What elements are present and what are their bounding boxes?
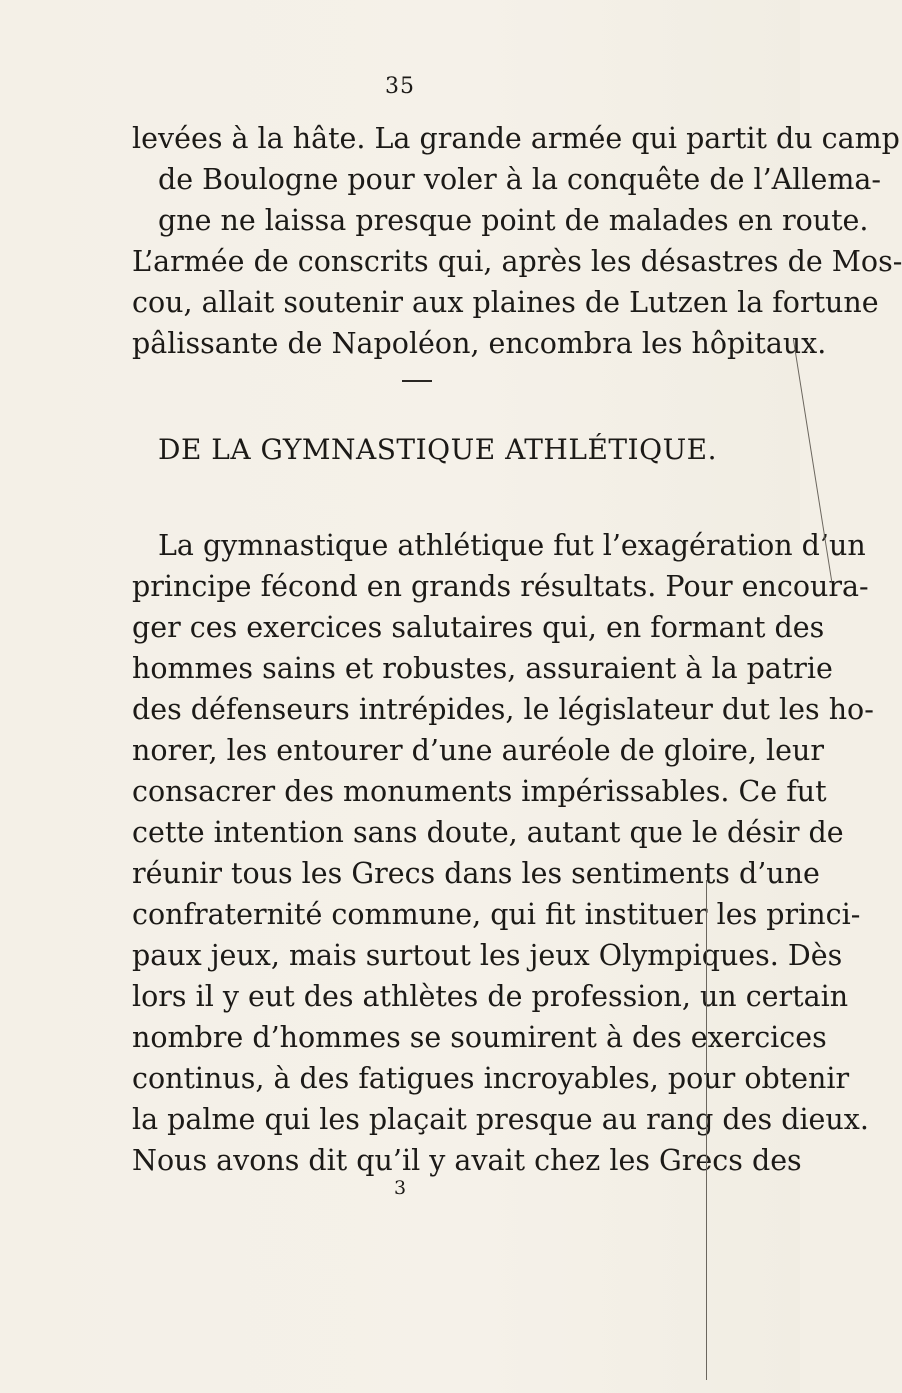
page-number: 35 <box>385 74 415 99</box>
text-line: ger ces exercices salutaires qui, en formant des <box>132 611 825 644</box>
text-line: L’armée de conscrits qui, après les désastres de Mos- <box>132 245 902 278</box>
text-line: de Boulogne pour voler à la conquête de l’Allema- <box>158 163 881 196</box>
text-line: consacrer des monuments impérissables. Ce fut <box>132 775 827 808</box>
text-line: paux jeux, mais surtout les jeux Olympiques. Dès <box>132 939 843 972</box>
text-line: gne ne laissa presque point de malades en route. <box>158 204 869 237</box>
signature-mark: 3 <box>393 1177 407 1199</box>
text-line: La gymnastique athlétique fut l’exagération d’un <box>158 529 866 562</box>
text-line: réunir tous les Grecs dans les sentiments d’une <box>132 857 820 890</box>
text-line: lors il y eut des athlètes de profession, un certain <box>132 980 849 1013</box>
paper-edge-line <box>706 880 707 1380</box>
intro-paragraph <box>132 118 902 364</box>
text-line: des défenseurs intrépides, le législateur dut les ho- <box>132 693 874 726</box>
main-paragraph <box>132 525 874 1181</box>
text-line: la palme qui les plaçait presque au rang des dieux. <box>132 1103 869 1136</box>
text-line: Nous avons dit qu’il y avait chez les Grecs des <box>132 1144 802 1177</box>
section-divider <box>402 380 432 382</box>
text-line: cou, allait soutenir aux plaines de Lutzen la fortune <box>132 286 879 319</box>
section-title: DE LA GYMNASTIQUE ATHLÉTIQUE. <box>158 433 718 466</box>
text-line: principe fécond en grands résultats. Pour encoura- <box>132 570 869 603</box>
text-line: norer, les entourer d’une auréole de gloire, leur <box>132 734 824 767</box>
text-line: cette intention sans doute, autant que le désir de <box>132 816 844 849</box>
text-line: confraternité commune, qui fit instituer les princi- <box>132 898 861 931</box>
text-line: continus, à des fatigues incroyables, pour obtenir <box>132 1062 850 1095</box>
text-line: nombre d’hommes se soumirent à des exercices <box>132 1021 827 1054</box>
text-line: levées à la hâte. La grande armée qui partit du camp <box>132 122 900 155</box>
text-line: pâlissante de Napoléon, encombra les hôpitaux. <box>132 327 827 360</box>
text-line: hommes sains et robustes, assuraient à la patrie <box>132 652 833 685</box>
